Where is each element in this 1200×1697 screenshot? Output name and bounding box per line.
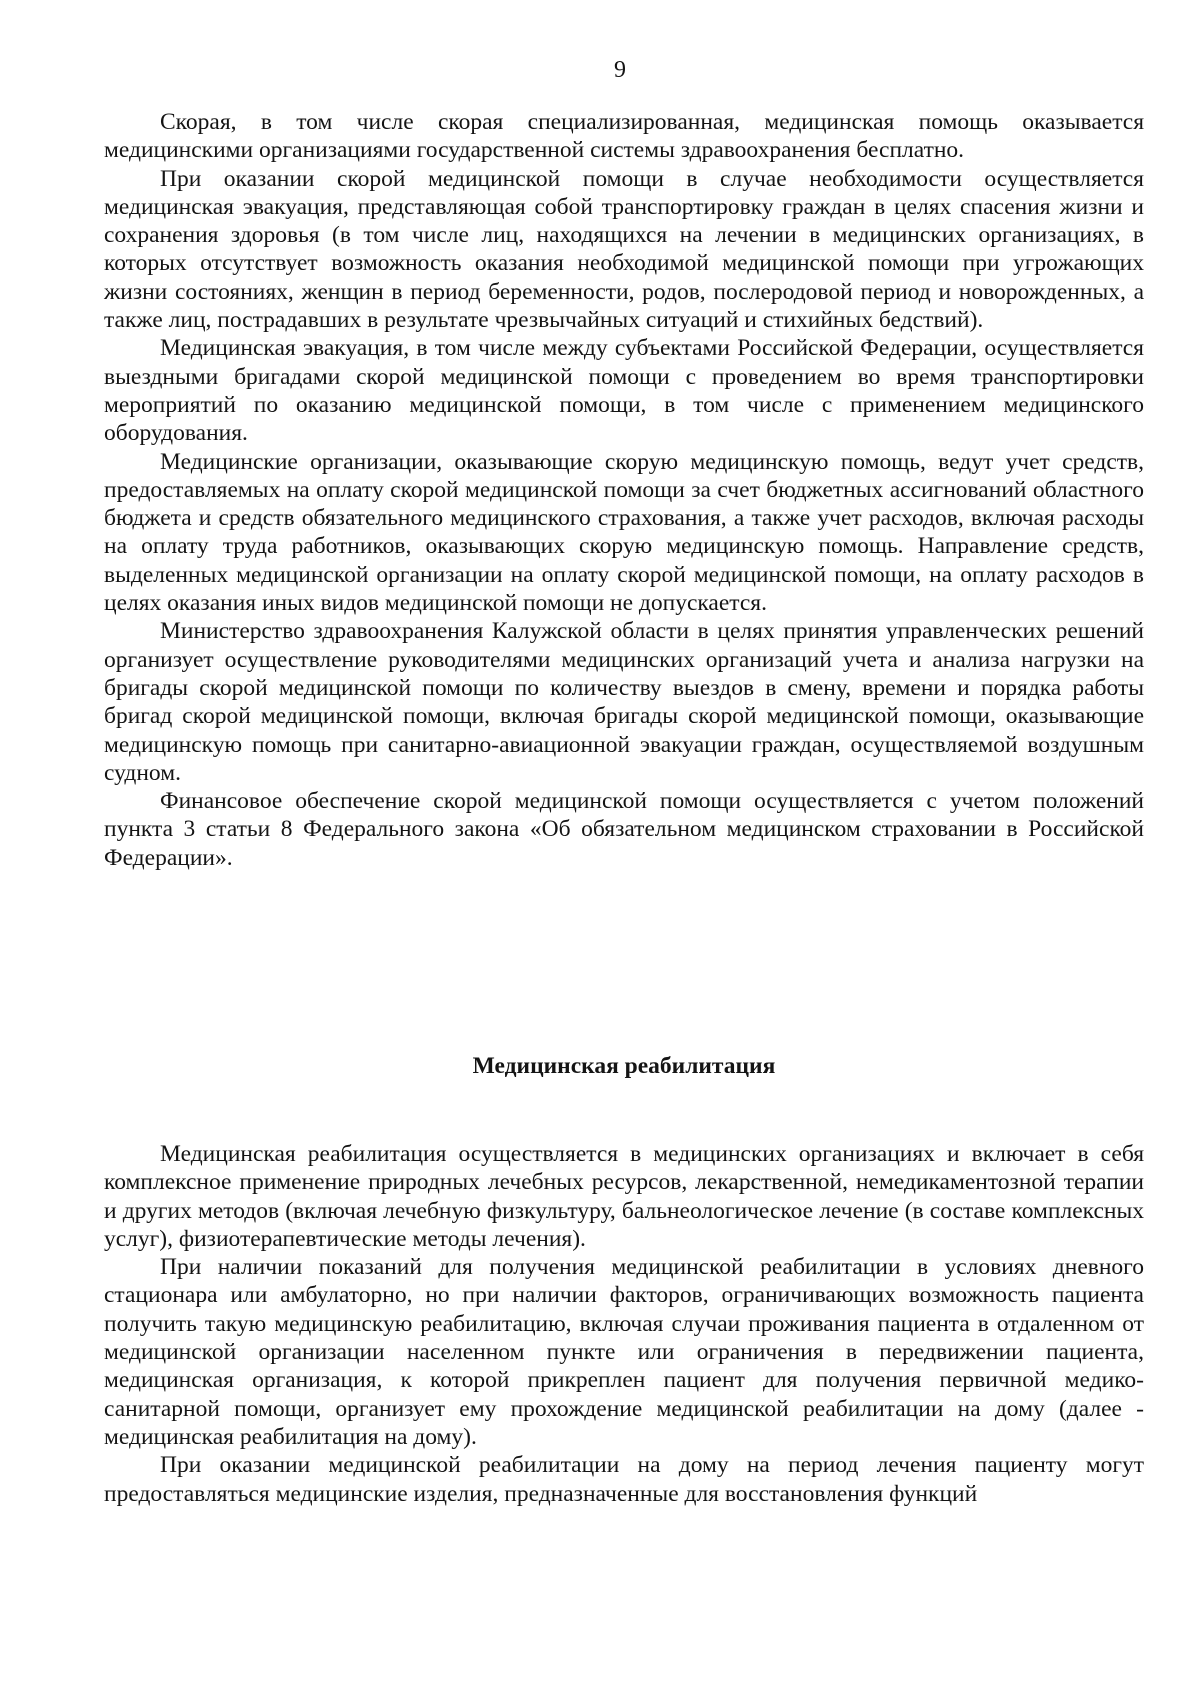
paragraph: Медицинская реабилитация осуществляется в медицинских организациях и включает в себя комплексное применение природных лечебных ресурсов, лекарственной, немедикаментозной терапии и других методов (включая лечебную физкультуру, бальнеологическое лечение (в составе комплексных услуг), физиотерапевтические методы лечения). <box>104 1141 1144 1252</box>
paragraph: При оказании скорой медицинской помощи в случае необходимости осуществляется медицинская эвакуация, представляющая собой транспортировку граждан в целях спасения жизни и сохранения здоровья (в том числе лиц, находящихся на лечении в медицинских организациях, в которых отсутствует возможность оказания необходимой медицинской помощи при угрожающих жизни состояниях, женщин в период беременности, родов, послеродовой период и новорожденных, а также лиц, пострадавших в результате чрезвычайных ситуаций и стихийных бедствий). <box>104 165 1144 334</box>
page-number: 9 <box>614 57 626 83</box>
rehabilitation-section <box>104 1140 1144 1508</box>
paragraph: Медицинская эвакуация, в том числе между субъектами Российской Федерации, осуществляется выездными бригадами скорой медицинской помощи с проведением во время транспортировки мероприятий по оказанию медицинской помощи, в том числе с применением медицинского оборудования. <box>104 335 1144 447</box>
paragraph: При наличии показаний для получения медицинской реабилитации в условиях дневного стационара или амбулаторно, но при наличии факторов, ограничивающих возможность пациента получить такую медицинскую реабилитацию, включая случаи проживания пациента в отдаленном от медицинской организации населенном пункте или ограничения в передвижении пациента, медицинская организация, к которой прикреплен пациент для получения первичной медико-санитарной помощи, организует ему прохождение медицинской реабилитации на дому (далее - медицинская реабилитация на дому). <box>104 1254 1144 1450</box>
paragraph: Скорая, в том числе скорая специализированная, медицинская помощь оказывается медицинскими организациями государственной системы здравоохранения бесплатно. <box>104 109 1144 164</box>
section-heading: Медицинская реабилитация <box>472 1053 776 1079</box>
paragraph: Медицинские организации, оказывающие скорую медицинскую помощь, ведут учет средств, предоставляемых на оплату скорой медицинской помощи за счет бюджетных ассигнований областного бюджета и средств обязательного медицинского страхования, а также учет расходов, включая расходы на оплату труда работников, оказывающих скорую медицинскую помощь. Направление средств, выделенных медицинской организации на оплату скорой медицинской помощи, на оплату расходов в целях оказания иных видов медицинской помощи не допускается. <box>104 448 1144 617</box>
ambulance-care-section <box>104 108 1144 872</box>
paragraph: Министерство здравоохранения Калужской области в целях принятия управленческих решений организует осуществление руководителями медицинских организаций учета и анализа нагрузки на бригады скорой медицинской помощи по количеству выездов в смену, времени и порядка работы бригад скорой медицинской помощи, включая бригады скорой медицинской помощи, оказывающие медицинскую помощь при санитарно-авиационной эвакуации граждан, осуществляемой воздушным судном. <box>104 618 1144 786</box>
paragraph: При оказании медицинской реабилитации на дому на период лечения пациенту могут предоставляться медицинские изделия, предназначенные для восстановления функций <box>104 1452 1144 1507</box>
paragraph: Финансовое обеспечение скорой медицинской помощи осуществляется с учетом положений пункта 3 статьи 8 Федерального закона «Об обязательном медицинском страховании в Российской Федерации». <box>104 788 1144 871</box>
